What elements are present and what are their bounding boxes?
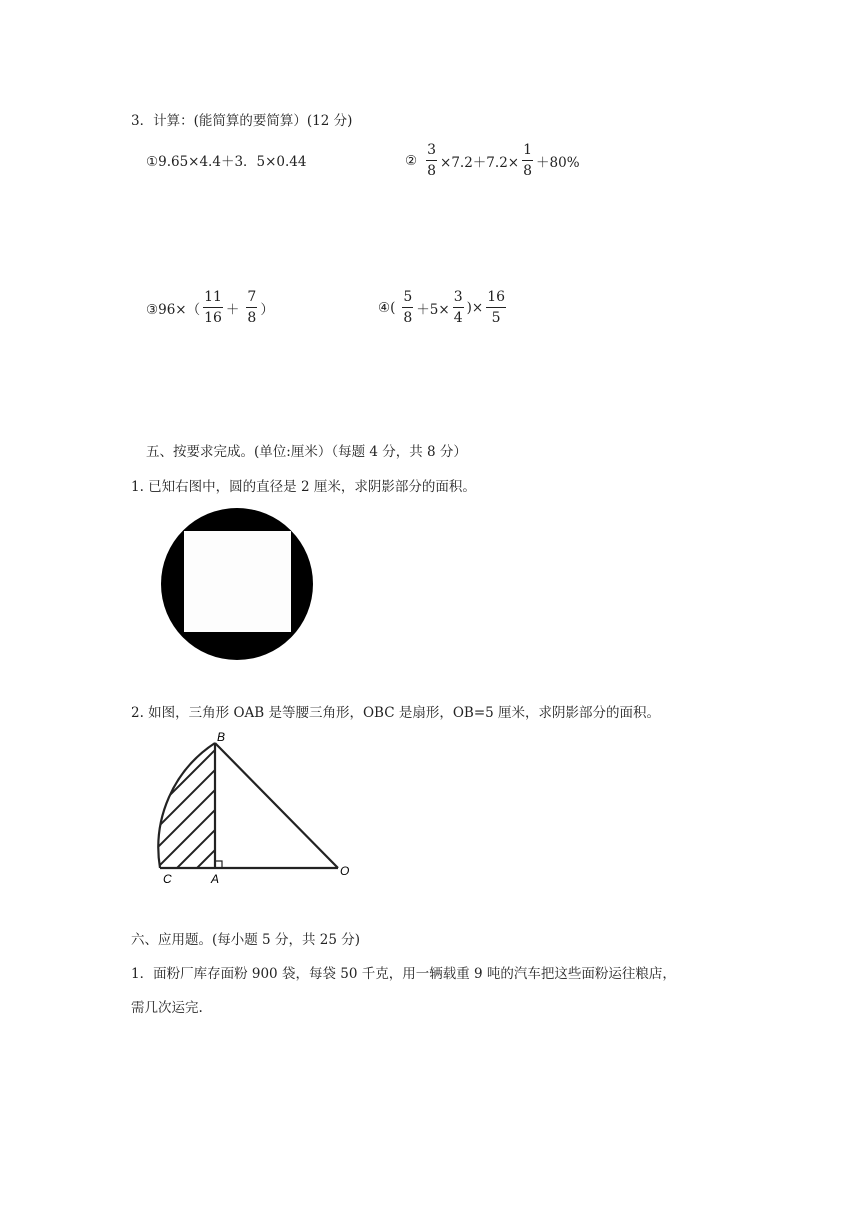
section-5-heading: 五、按要求完成。(单位:厘米）（每题 4 分，共 8 分）	[146, 444, 467, 460]
fraction-numerator: 7	[246, 289, 257, 308]
fraction-denominator: 8	[247, 310, 257, 326]
fraction-numerator: 3	[426, 142, 437, 161]
fraction	[203, 289, 223, 326]
fraction	[426, 142, 437, 179]
fraction	[486, 289, 506, 326]
fraction-denominator: 8	[523, 163, 533, 179]
circle-square-figure	[160, 507, 314, 661]
label-a: A	[211, 872, 220, 886]
operator-text: )×	[466, 299, 484, 316]
fraction	[522, 142, 533, 179]
inscribed-square	[184, 531, 291, 632]
problem-4	[378, 289, 509, 326]
section-5-q1: 1. 已知右图中，圆的直径是 2 厘米，求阴影部分的面积。	[131, 479, 476, 495]
section-6-q1-line2: 需几次运完.	[131, 1000, 203, 1016]
side-bo	[215, 743, 338, 868]
operator-text: ×7.2＋7.2×	[440, 154, 520, 171]
label-b: B	[217, 730, 226, 744]
sector-triangle-figure	[155, 725, 365, 890]
section-6-q1-line1: 1．面粉厂库存面粉 900 袋，每袋 50 千克，用一辆载重 9 吨的汽车把这些面粉运往粮店，	[131, 966, 676, 982]
q3-heading: 3．计算：(能简算的要简算）(12 分)	[131, 113, 353, 129]
section-5-q2: 2. 如图，三角形 OAB 是等腰三角形，OBC 是扇形，OB=5 厘米，求阴影部分的面积。	[131, 705, 661, 721]
operator-text: ）	[260, 301, 274, 318]
fraction-denominator: 4	[453, 310, 463, 326]
operator-text: ＋	[225, 301, 240, 318]
fraction-numerator: 16	[486, 289, 506, 308]
fraction-denominator: 5	[491, 310, 501, 326]
operator-text: ＋80%	[536, 154, 580, 171]
fraction	[453, 289, 464, 326]
fraction-numerator: 3	[453, 289, 464, 308]
fraction-numerator: 5	[402, 289, 413, 308]
problem-4-label: ④(	[378, 299, 396, 316]
problem-2-label: ②	[405, 152, 418, 169]
fraction-denominator: 16	[204, 310, 222, 326]
problem-3	[146, 289, 274, 326]
fraction	[402, 289, 413, 326]
section-6-heading: 六、应用题。(每小题 5 分，共 25 分)	[131, 932, 360, 948]
fraction-denominator: 8	[403, 310, 413, 326]
fraction-numerator: 1	[522, 142, 533, 161]
problem-2	[405, 142, 580, 179]
sector-arc	[158, 743, 215, 868]
label-o: O	[340, 864, 350, 878]
problem-1: ①9.65×4.4＋3．5×0.44	[146, 154, 307, 170]
label-c: C	[163, 872, 172, 886]
operator-text: ＋5×	[416, 301, 450, 318]
problem-3-label: ③96×（	[146, 301, 201, 318]
fraction-denominator: 8	[427, 163, 437, 179]
fraction	[246, 289, 257, 326]
fraction-numerator: 11	[203, 289, 223, 308]
